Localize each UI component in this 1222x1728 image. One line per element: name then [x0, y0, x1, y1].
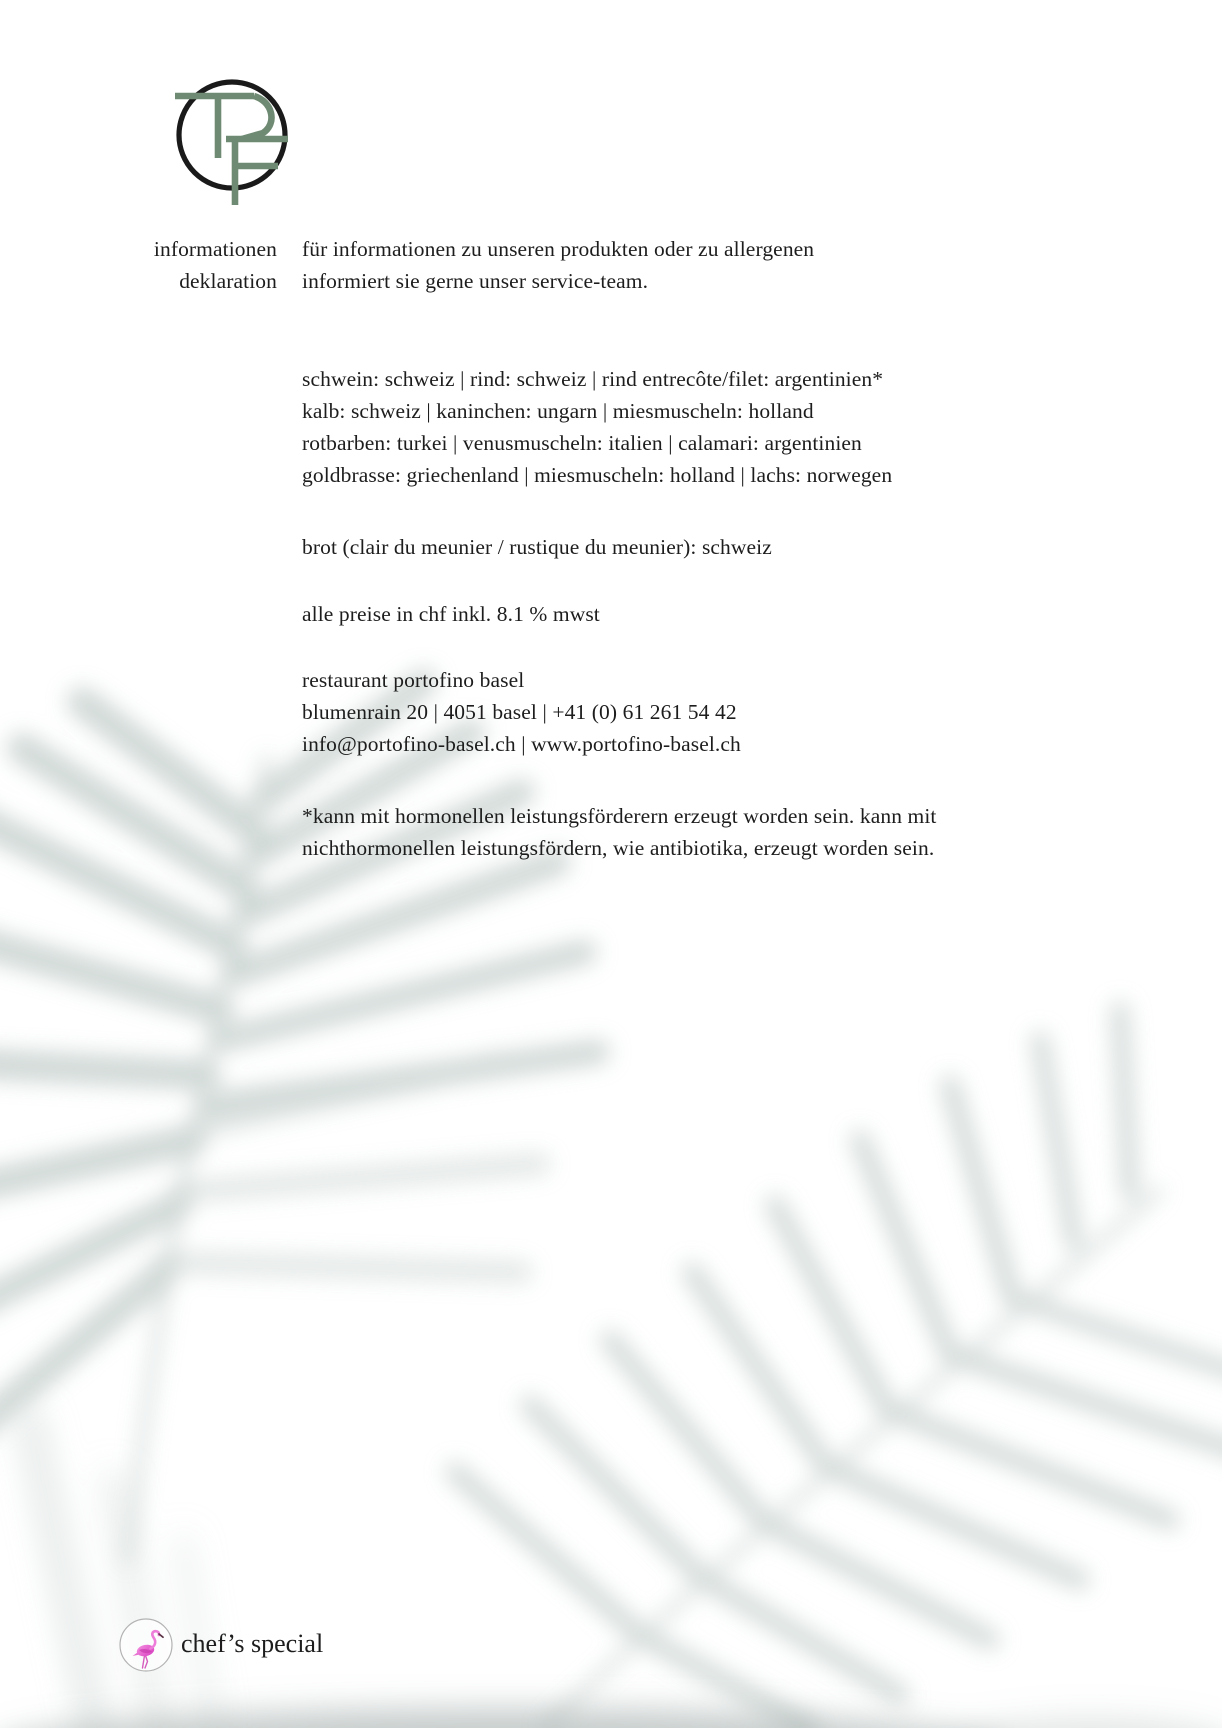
footnote-line1: *kann mit hormonellen leistungsförderern erzeugt worden sein. kann mit [302, 804, 937, 828]
intro-line2: informiert sie gerne unser service-team. [302, 269, 649, 293]
chefs-special-badge [119, 1618, 173, 1672]
intro-line1: für informationen zu unseren produkten oder zu allergenen [302, 237, 815, 261]
bottom-shadow-band [0, 1708, 1222, 1728]
intro-paragraph [302, 233, 814, 297]
bread-line: brot (clair du meunier / rustique du meunier): schweiz [302, 535, 772, 559]
restaurant-name: restaurant portofino basel [302, 668, 525, 692]
contact-block [302, 664, 741, 760]
declaration-line: goldbrasse: griechenland | miesmuscheln: holland | lachs: norwegen [302, 463, 893, 487]
declaration-line: rotbarben: turkei | venusmuscheln: italien | calamari: argentinien [302, 431, 862, 455]
restaurant-email-web: info@portofino-basel.ch | www.portofino-basel.ch [302, 732, 741, 756]
page-label-line2: deklaration [179, 269, 277, 293]
declaration-line: schwein: schweiz | rind: schweiz | rind entrecôte/filet: argentinien* [302, 367, 884, 391]
bread-declaration [302, 531, 772, 563]
page-label [0, 233, 277, 297]
pf-logo-icon [166, 74, 306, 208]
origin-declarations [302, 363, 892, 491]
hormone-footnote [302, 800, 937, 864]
palm-frond-right [455, 1010, 1222, 1728]
palm-frond-faint-streaks [30, 1420, 212, 1728]
page-label-line1: informationen [153, 237, 277, 261]
chefs-special-label: chef’s special [181, 1629, 324, 1658]
declaration-line: kalb: schweiz | kaninchen: ungarn | miesmuscheln: holland [302, 399, 814, 423]
price-note [302, 598, 600, 630]
price-line: alle preise in chf inkl. 8.1 % mwst [302, 602, 600, 626]
restaurant-address-phone: blumenrain 20 | 4051 basel | +41 (0) 61 261 54 42 [302, 700, 737, 724]
footnote-line2: nichthormonellen leistungsfördern, wie antibiotika, erzeugt worden sein. [302, 836, 935, 860]
